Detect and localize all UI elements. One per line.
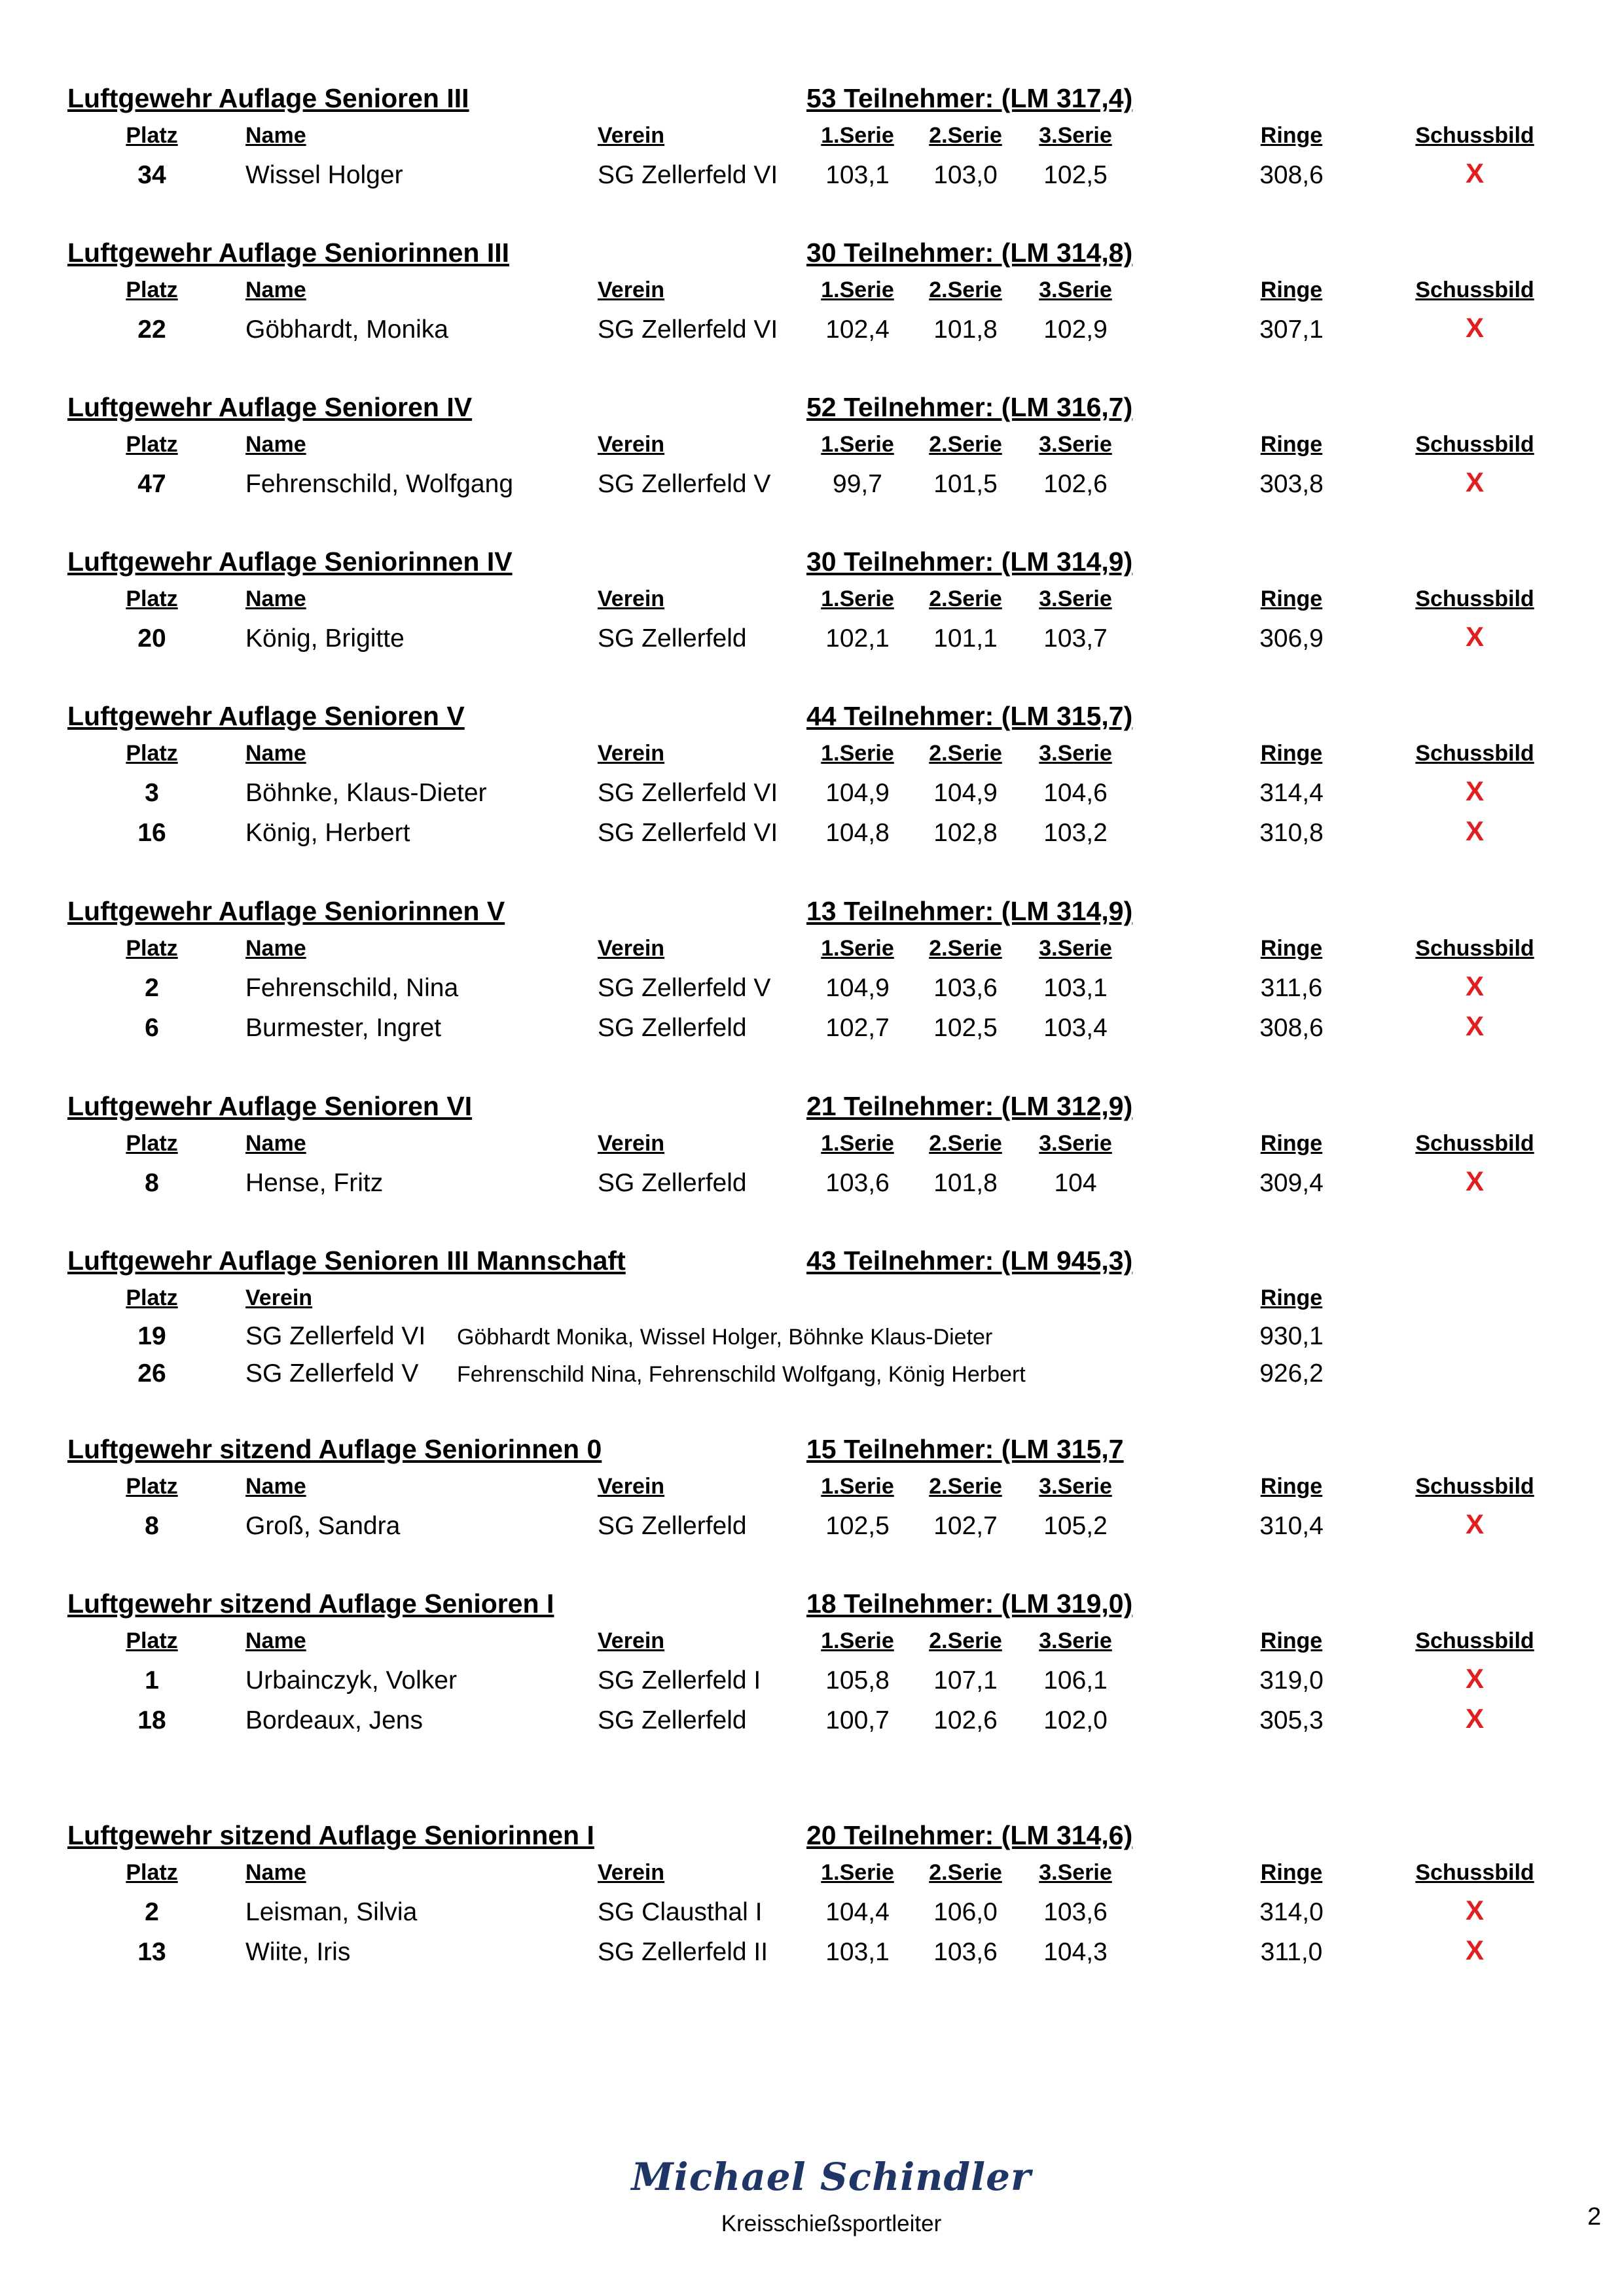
- result-ringe: 308,6: [1259, 161, 1324, 189]
- result-serie3: 103,1: [1043, 974, 1108, 1002]
- column-header-verein: Verein: [598, 432, 665, 457]
- section-participants: 30 Teilnehmer: (LM 314,8): [806, 238, 1133, 268]
- result-platz: 3: [145, 779, 159, 807]
- column-header-serie2: 2.Serie: [929, 1628, 1002, 1653]
- column-header-serie1: 1.Serie: [821, 936, 894, 961]
- column-header-verein: Verein: [598, 1131, 665, 1156]
- result-name: König, Brigitte: [245, 624, 405, 653]
- column-header-platz: Platz: [126, 586, 178, 611]
- result-ringe: 314,0: [1259, 1898, 1324, 1926]
- column-header-verein: Verein: [598, 1474, 665, 1499]
- result-ringe: 306,9: [1259, 624, 1324, 653]
- column-header-serie3: 3.Serie: [1039, 1474, 1112, 1499]
- result-verein: SG Zellerfeld: [598, 1706, 747, 1734]
- column-header-ringe: Ringe: [1260, 1860, 1323, 1885]
- column-header-verein: Verein: [598, 936, 665, 961]
- column-header-schussbild: Schussbild: [1415, 123, 1534, 148]
- section-title: Luftgewehr Auflage Senioren III: [67, 83, 469, 113]
- result-name: Göbhardt, Monika: [245, 315, 449, 344]
- result-name: Bordeaux, Jens: [245, 1706, 424, 1734]
- result-serie1: 103,1: [825, 161, 890, 189]
- schussbild-mark: X: [1465, 1935, 1485, 1965]
- result-serie2: 102,7: [933, 1512, 998, 1540]
- result-name: Hense, Fritz: [245, 1169, 384, 1197]
- result-serie3: 102,0: [1043, 1706, 1108, 1734]
- column-header-serie1: 1.Serie: [821, 1860, 894, 1885]
- column-header-schussbild: Schussbild: [1415, 741, 1534, 766]
- result-serie2: 103,0: [933, 161, 998, 189]
- schussbild-mark: X: [1465, 467, 1485, 497]
- result-name: Urbainczyk, Volker: [245, 1666, 457, 1695]
- column-header-serie2: 2.Serie: [929, 1131, 1002, 1156]
- column-header-platz: Platz: [126, 1860, 178, 1885]
- column-header-platz: Platz: [126, 432, 178, 457]
- result-name: Böhnke, Klaus-Dieter: [245, 779, 487, 807]
- column-header-verein: Verein: [598, 278, 665, 302]
- column-header-ringe: Ringe: [1260, 278, 1323, 302]
- column-header-name: Name: [245, 586, 306, 611]
- schussbild-mark: X: [1465, 621, 1485, 652]
- column-header-serie3: 3.Serie: [1039, 741, 1112, 766]
- result-verein: SG Zellerfeld: [598, 624, 747, 653]
- team-section-participants: 43 Teilnehmer: (LM 945,3): [806, 1246, 1133, 1276]
- column-header-name: Name: [245, 1628, 306, 1653]
- column-header-serie3: 3.Serie: [1039, 936, 1112, 961]
- result-ringe: 305,3: [1259, 1706, 1324, 1734]
- section-participants: 53 Teilnehmer: (LM 317,4): [806, 83, 1133, 113]
- section-title: Luftgewehr Auflage Seniorinnen IV: [67, 547, 513, 577]
- result-serie1: 104,4: [825, 1898, 890, 1926]
- column-header-name: Name: [245, 1131, 306, 1156]
- column-header-name: Name: [245, 123, 306, 148]
- column-header-ringe: Ringe: [1260, 1474, 1323, 1499]
- result-serie3: 105,2: [1043, 1512, 1108, 1540]
- column-header-serie2: 2.Serie: [929, 1474, 1002, 1499]
- result-serie2: 104,9: [933, 779, 998, 807]
- section-title: Luftgewehr Auflage Seniorinnen III: [67, 238, 510, 268]
- team-members: Göbhardt Monika, Wissel Holger, Böhnke Klaus-Dieter: [457, 1325, 993, 1350]
- section-title: Luftgewehr sitzend Auflage Seniorinnen I: [67, 1820, 594, 1850]
- section-participants: 21 Teilnehmer: (LM 312,9): [806, 1091, 1133, 1121]
- column-header-schussbild: Schussbild: [1415, 1860, 1534, 1885]
- schussbild-mark: X: [1465, 312, 1485, 343]
- section-title: Luftgewehr Auflage Senioren VI: [67, 1091, 473, 1121]
- column-header-verein: Verein: [245, 1285, 313, 1310]
- column-header-name: Name: [245, 741, 306, 766]
- schussbild-mark: X: [1465, 816, 1485, 846]
- result-platz: 47: [137, 470, 166, 498]
- result-serie1: 105,8: [825, 1666, 890, 1695]
- result-ringe: 307,1: [1259, 315, 1324, 344]
- column-header-schussbild: Schussbild: [1415, 278, 1534, 302]
- section-participants: 30 Teilnehmer: (LM 314,9): [806, 547, 1133, 577]
- column-header-schussbild: Schussbild: [1415, 586, 1534, 611]
- column-header-platz: Platz: [126, 1474, 178, 1499]
- column-header-serie3: 3.Serie: [1039, 1860, 1112, 1885]
- result-serie2: 102,6: [933, 1706, 998, 1734]
- column-header-serie2: 2.Serie: [929, 741, 1002, 766]
- result-name: Burmester, Ingret: [245, 1014, 442, 1042]
- result-serie2: 103,6: [933, 1938, 998, 1966]
- result-serie2: 106,0: [933, 1898, 998, 1926]
- result-platz: 8: [145, 1512, 159, 1540]
- result-verein: SG Zellerfeld V: [598, 974, 771, 1002]
- result-serie3: 104,3: [1043, 1938, 1108, 1966]
- column-header-serie2: 2.Serie: [929, 586, 1002, 611]
- column-header-verein: Verein: [598, 586, 665, 611]
- result-name: König, Herbert: [245, 819, 410, 847]
- result-serie2: 101,8: [933, 315, 998, 344]
- section-title: Luftgewehr sitzend Auflage Senioren I: [67, 1588, 554, 1619]
- team-members: Fehrenschild Nina, Fehrenschild Wolfgang, König Herbert: [457, 1362, 1026, 1387]
- result-ringe: 303,8: [1259, 470, 1324, 498]
- result-serie1: 99,7: [833, 470, 882, 498]
- result-serie1: 104,9: [825, 974, 890, 1002]
- result-platz: 6: [145, 1014, 159, 1042]
- section-participants: 15 Teilnehmer: (LM 315,7: [806, 1434, 1124, 1464]
- schussbild-mark: X: [1465, 776, 1485, 806]
- column-header-ringe: Ringe: [1260, 1131, 1323, 1156]
- result-serie2: 103,6: [933, 974, 998, 1002]
- team-verein: SG Zellerfeld V: [245, 1359, 419, 1388]
- schussbild-mark: X: [1465, 1663, 1485, 1694]
- result-serie3: 102,9: [1043, 315, 1108, 344]
- result-serie2: 101,5: [933, 470, 998, 498]
- result-serie1: 102,5: [825, 1512, 890, 1540]
- result-verein: SG Zellerfeld I: [598, 1666, 761, 1695]
- result-serie1: 102,4: [825, 315, 890, 344]
- column-header-serie2: 2.Serie: [929, 123, 1002, 148]
- column-header-verein: Verein: [598, 123, 665, 148]
- column-header-serie3: 3.Serie: [1039, 123, 1112, 148]
- result-verein: SG Zellerfeld: [598, 1512, 747, 1540]
- result-serie2: 101,8: [933, 1169, 998, 1197]
- team-platz: 26: [137, 1359, 166, 1388]
- column-header-ringe: Ringe: [1260, 741, 1323, 766]
- column-header-serie1: 1.Serie: [821, 278, 894, 302]
- result-platz: 13: [137, 1938, 166, 1966]
- column-header-serie2: 2.Serie: [929, 278, 1002, 302]
- result-verein: SG Zellerfeld VI: [598, 315, 778, 344]
- schussbild-mark: X: [1465, 158, 1485, 188]
- result-verein: SG Zellerfeld V: [598, 470, 771, 498]
- result-verein: SG Zellerfeld VI: [598, 161, 778, 189]
- section-title: Luftgewehr Auflage Senioren V: [67, 701, 465, 731]
- result-ringe: 314,4: [1259, 779, 1324, 807]
- column-header-name: Name: [245, 1474, 306, 1499]
- team-section-title: Luftgewehr Auflage Senioren III Mannschaft: [67, 1246, 626, 1276]
- result-platz: 16: [137, 819, 166, 847]
- column-header-schussbild: Schussbild: [1415, 432, 1534, 457]
- column-header-serie1: 1.Serie: [821, 432, 894, 457]
- column-header-platz: Platz: [126, 1285, 178, 1310]
- result-ringe: 311,0: [1260, 1938, 1323, 1966]
- section-title: Luftgewehr sitzend Auflage Seniorinnen 0: [67, 1434, 602, 1464]
- result-serie3: 103,7: [1043, 624, 1108, 653]
- result-platz: 2: [145, 1898, 159, 1926]
- column-header-platz: Platz: [126, 1131, 178, 1156]
- section-participants: 18 Teilnehmer: (LM 319,0): [806, 1588, 1133, 1619]
- result-serie2: 107,1: [933, 1666, 998, 1695]
- column-header-name: Name: [245, 936, 306, 961]
- result-serie1: 103,6: [825, 1169, 890, 1197]
- result-ringe: 309,4: [1259, 1169, 1324, 1197]
- result-serie1: 104,9: [825, 779, 890, 807]
- column-header-verein: Verein: [598, 741, 665, 766]
- result-platz: 20: [137, 624, 166, 653]
- column-header-platz: Platz: [126, 278, 178, 302]
- result-serie3: 104,6: [1043, 779, 1108, 807]
- result-serie3: 102,6: [1043, 470, 1108, 498]
- result-serie2: 101,1: [933, 624, 998, 653]
- column-header-name: Name: [245, 278, 306, 302]
- result-serie1: 100,7: [825, 1706, 890, 1734]
- result-platz: 8: [145, 1169, 159, 1197]
- team-platz: 19: [137, 1322, 166, 1350]
- column-header-serie1: 1.Serie: [821, 1474, 894, 1499]
- section-title: Luftgewehr Auflage Seniorinnen V: [67, 896, 505, 926]
- page-number: 2: [1587, 2203, 1602, 2231]
- result-name: Groß, Sandra: [245, 1512, 401, 1540]
- result-platz: 34: [137, 161, 166, 189]
- result-verein: SG Zellerfeld VI: [598, 819, 778, 847]
- result-serie1: 102,1: [825, 624, 890, 653]
- column-header-serie3: 3.Serie: [1039, 1628, 1112, 1653]
- column-header-platz: Platz: [126, 123, 178, 148]
- column-header-verein: Verein: [598, 1860, 665, 1885]
- result-serie1: 104,8: [825, 819, 890, 847]
- section-title: Luftgewehr Auflage Senioren IV: [67, 392, 473, 422]
- column-header-serie3: 3.Serie: [1039, 586, 1112, 611]
- team-ringe: 926,2: [1259, 1359, 1324, 1388]
- result-platz: 18: [137, 1706, 166, 1734]
- section-participants: 44 Teilnehmer: (LM 315,7): [806, 701, 1133, 731]
- schussbild-mark: X: [1465, 1011, 1485, 1041]
- result-platz: 2: [145, 974, 159, 1002]
- column-header-platz: Platz: [126, 936, 178, 961]
- column-header-serie2: 2.Serie: [929, 432, 1002, 457]
- column-header-serie2: 2.Serie: [929, 1860, 1002, 1885]
- section-participants: 13 Teilnehmer: (LM 314,9): [806, 896, 1133, 926]
- result-verein: SG Clausthal I: [598, 1898, 763, 1926]
- column-header-serie1: 1.Serie: [821, 123, 894, 148]
- column-header-schussbild: Schussbild: [1415, 936, 1534, 961]
- column-header-name: Name: [245, 1860, 306, 1885]
- column-header-ringe: Ringe: [1260, 1285, 1323, 1310]
- result-serie3: 103,6: [1043, 1898, 1108, 1926]
- result-serie3: 102,5: [1043, 161, 1108, 189]
- result-verein: SG Zellerfeld: [598, 1014, 747, 1042]
- column-header-serie1: 1.Serie: [821, 741, 894, 766]
- result-serie2: 102,8: [933, 819, 998, 847]
- result-name: Fehrenschild, Wolfgang: [245, 470, 514, 498]
- result-name: Wissel Holger: [245, 161, 403, 189]
- column-header-name: Name: [245, 432, 306, 457]
- section-participants: 20 Teilnehmer: (LM 314,6): [806, 1820, 1133, 1850]
- result-serie3: 106,1: [1043, 1666, 1108, 1695]
- column-header-ringe: Ringe: [1260, 936, 1323, 961]
- column-header-ringe: Ringe: [1260, 586, 1323, 611]
- result-serie3: 104: [1054, 1169, 1097, 1197]
- column-header-platz: Platz: [126, 741, 178, 766]
- column-header-serie1: 1.Serie: [821, 1131, 894, 1156]
- result-verein: SG Zellerfeld VI: [598, 779, 778, 807]
- column-header-serie3: 3.Serie: [1039, 278, 1112, 302]
- column-header-ringe: Ringe: [1260, 123, 1323, 148]
- result-ringe: 310,8: [1259, 819, 1324, 847]
- schussbild-mark: X: [1465, 1166, 1485, 1196]
- column-header-serie1: 1.Serie: [821, 1628, 894, 1653]
- column-header-ringe: Ringe: [1260, 432, 1323, 457]
- column-header-ringe: Ringe: [1260, 1628, 1323, 1653]
- signature: Michael Schindler: [631, 2155, 1032, 2199]
- column-header-verein: Verein: [598, 1628, 665, 1653]
- result-name: Fehrenschild, Nina: [245, 974, 459, 1002]
- result-verein: SG Zellerfeld: [598, 1169, 747, 1197]
- result-name: Leisman, Silvia: [245, 1898, 418, 1926]
- team-ringe: 930,1: [1259, 1322, 1324, 1350]
- result-ringe: 311,6: [1260, 974, 1323, 1002]
- result-serie3: 103,2: [1043, 819, 1108, 847]
- section-participants: 52 Teilnehmer: (LM 316,7): [806, 392, 1133, 422]
- result-platz: 22: [137, 315, 166, 344]
- column-header-schussbild: Schussbild: [1415, 1474, 1534, 1499]
- result-name: Wiite, Iris: [245, 1938, 351, 1966]
- schussbild-mark: X: [1465, 1895, 1485, 1926]
- schussbild-mark: X: [1465, 1509, 1485, 1539]
- column-header-platz: Platz: [126, 1628, 178, 1653]
- column-header-schussbild: Schussbild: [1415, 1628, 1534, 1653]
- result-ringe: 310,4: [1259, 1512, 1324, 1540]
- result-ringe: 308,6: [1259, 1014, 1324, 1042]
- schussbild-mark: X: [1465, 971, 1485, 1001]
- column-header-serie3: 3.Serie: [1039, 1131, 1112, 1156]
- column-header-serie1: 1.Serie: [821, 586, 894, 611]
- column-header-serie2: 2.Serie: [929, 936, 1002, 961]
- result-serie2: 102,5: [933, 1014, 998, 1042]
- result-ringe: 319,0: [1259, 1666, 1324, 1695]
- result-verein: SG Zellerfeld II: [598, 1938, 768, 1966]
- column-header-serie3: 3.Serie: [1039, 432, 1112, 457]
- column-header-schussbild: Schussbild: [1415, 1131, 1534, 1156]
- result-serie1: 102,7: [825, 1014, 890, 1042]
- signature-role: Kreisschießsportleiter: [721, 2211, 942, 2236]
- result-serie3: 103,4: [1043, 1014, 1108, 1042]
- schussbild-mark: X: [1465, 1703, 1485, 1734]
- result-platz: 1: [145, 1666, 159, 1695]
- result-serie1: 103,1: [825, 1938, 890, 1966]
- team-verein: SG Zellerfeld VI: [245, 1322, 426, 1350]
